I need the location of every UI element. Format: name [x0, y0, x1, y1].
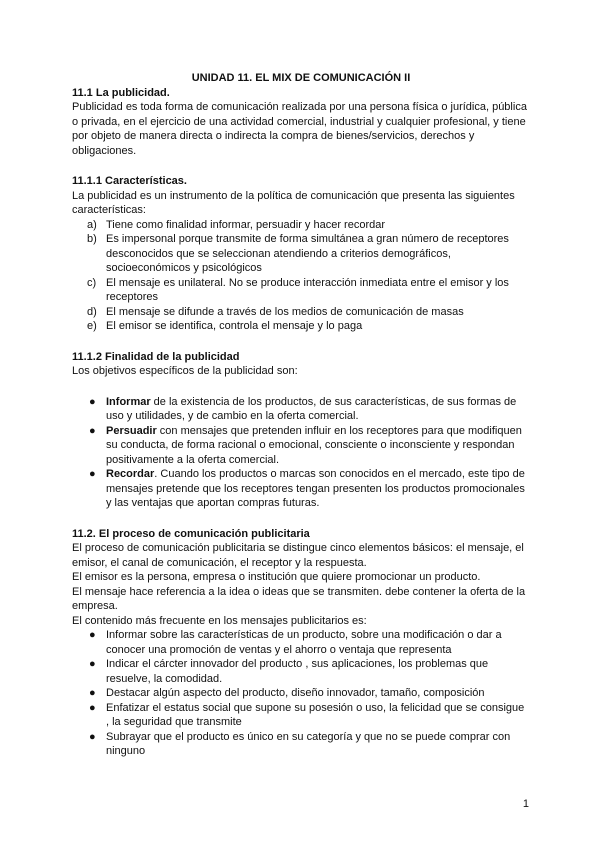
section-heading-11-1-2: 11.1.2 Finalidad de la publicidad	[72, 350, 240, 363]
bullet-icon: ●	[89, 424, 96, 437]
list-item: ● Enfatizar el estatus social que supone su posesión o uso, la felicidad que se consigue , la seguridad que transmite	[89, 701, 525, 728]
document-title: UNIDAD 11. EL MIX DE COMUNICACIÓN II	[191, 72, 411, 84]
bullet-icon: ●	[89, 629, 96, 641]
list-item: ● Recordar. Cuando los productos o marcas son conocidos en el mercado, este tipo de mensajes pretende que los receptores tengan presenten los productos promocionales y las ventajas que aportan compras futuras.	[89, 468, 525, 509]
bullet-icon: ●	[89, 468, 96, 480]
list-item: ● Destacar algún aspecto del producto, diseño innovador, tamaño, composición	[89, 687, 485, 699]
section-heading-11-1-1: 11.1.1 Características.	[72, 175, 187, 187]
section-heading-11-1: 11.1 La publicidad.	[72, 86, 170, 99]
list-item: d) El mensaje se difunde a través de los medios de comunicación de masas	[87, 305, 464, 318]
section-paragraph: El mensaje hace referencia a la idea o ideas que se transmiten. debe contener la oferta de la empresa.	[72, 585, 526, 612]
list-item: ● Informar sobre las características de un producto, sobre una modificación o dar a conocer una promoción de ventas y el ahorro o ventaja que representa	[89, 629, 502, 656]
section-intro-11-1-1: La publicidad es un instrumento de la política de comunicación que presenta las siguientes características:	[72, 189, 515, 216]
section-paragraph: El emisor es la persona, empresa o institución que quiere promocionar un producto.	[72, 571, 481, 583]
objectives-list	[72, 395, 530, 511]
section-text-11-1: Publicidad es toda forma de comunicación realizada por una persona física o jurídica, pública o privada, en el ejercicio de una actividad comercial, industrial y cualquier profesional, y tiene por objeto de manera directa o indirecta la compra de bienes/servicios, derechos y obligaciones.	[72, 101, 527, 157]
list-item: ● Indicar el cárcter innovador del producto , sus aplicaciones, los problemas que resuelve, la comodidad.	[89, 658, 489, 685]
list-item: ● Persuadir con mensajes que pretenden influir en los receptores para que modifiquen su conducta, de forma racional o emocional, consciente o inconsciente y respondan positivamente a la oferta comercial.	[89, 424, 522, 466]
list-item: ● Subrayar que el producto es único en su categoría y que no se puede comprar con ninguno	[89, 730, 511, 757]
bullet-icon: ●	[89, 687, 96, 699]
list-item: c) El mensaje es unilateral. No se produce interacción inmediata entre el emisor y los receptores	[87, 276, 509, 303]
bullet-icon: ●	[89, 395, 96, 408]
section-intro-11-1-2: Los objetivos específicos de la publicidad son:	[72, 365, 298, 377]
section-paragraph: El contenido más frecuente en los mensajes publicitarios es:	[72, 614, 367, 627]
section-heading-11-2: 11.2. El proceso de comunicación publicitaria	[72, 527, 310, 540]
list-item: a) Tiene como finalidad informar, persuadir y hacer recordar	[87, 218, 386, 231]
content-list	[72, 628, 530, 759]
characteristics-list	[72, 218, 530, 334]
page-number: 1	[522, 798, 529, 810]
section-paragraph: El proceso de comunicación publicitaria se distingue cinco elementos básicos: el mensaje, el emisor, el canal de comunicación, el receptor y la respuesta.	[72, 542, 524, 569]
list-item: e) El emisor se identifica, controla el mensaje y lo paga	[87, 320, 363, 332]
bullet-icon: ●	[89, 701, 96, 714]
bullet-icon: ●	[89, 730, 96, 743]
list-item: b) Es impersonal porque transmite de forma simultánea a gran número de receptores desconocidos que se seleccionan atendiendo a criterios demográficos, socioeconómicos y psicológicos	[87, 233, 509, 274]
list-item: ● Informar de la existencia de los productos, de sus características, de sus formas de uso y utilidades, y de cambio en la oferta comercial.	[89, 395, 517, 422]
bullet-icon: ●	[89, 658, 96, 670]
